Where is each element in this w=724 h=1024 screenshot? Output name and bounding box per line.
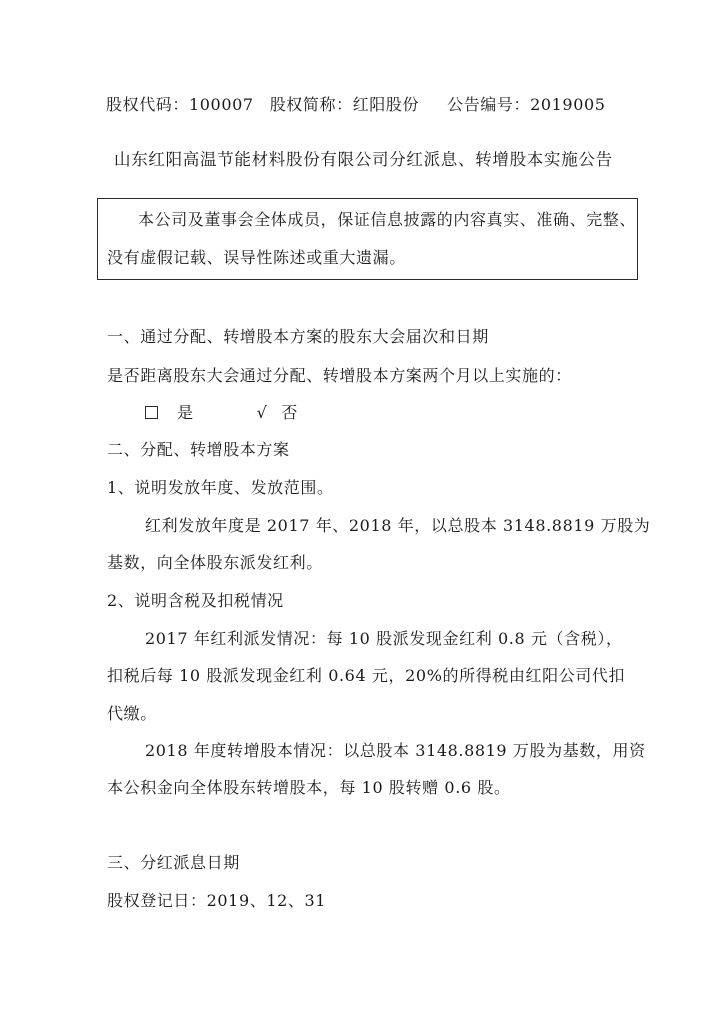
disclaimer-line-1: 本公司及董事会全体成员，保证信息披露的内容真实、准确、完整、 <box>138 210 637 229</box>
section-1-question: 是否距离股东大会通过分配、转增股本方案两个月以上实施的： <box>107 366 572 385</box>
item-1-paragraph-line-1: 红利发放年度是 2017 年、2018 年，以总股本 3148.8819 万股为 <box>145 516 651 535</box>
item-2-paragraph-2-line-1: 2018 年度转增股本情况：以总股本 3148.8819 万股为基数，用资 <box>145 741 646 760</box>
stock-abbreviation: 股权简称：红阳股份 <box>269 95 420 114</box>
notice-number: 公告编号：2019005 <box>447 95 606 114</box>
yes-no-options <box>145 403 298 423</box>
section-1-heading: 一、通过分配、转增股本方案的股东大会届次和日期 <box>107 327 489 346</box>
record-date: 股权登记日：2019、12、31 <box>107 891 327 910</box>
yes-checkbox <box>145 406 158 419</box>
item-1-heading: 1、说明发放年度、发放范围。 <box>107 478 334 497</box>
item-2-paragraph-1-line-2: 扣税后每 10 股派发现金红利 0.64 元，20%的所得税由红阳公司代扣 <box>107 666 626 685</box>
checkmark-icon: √ <box>256 403 268 422</box>
document-title: 山东红阳高温节能材料股份有限公司分红派息、转增股本实施公告 <box>114 150 613 169</box>
section-3-heading: 三、分红派息日期 <box>107 853 240 872</box>
announcement-header <box>106 95 606 115</box>
item-2-paragraph-2-line-2: 本公积金向全体股东转增股本，每 10 股转赠 0.6 股。 <box>107 778 511 797</box>
item-2-paragraph-1-line-1: 2017 年红利派发情况：每 10 股派发现金红利 0.8 元（含税）， <box>145 629 623 648</box>
disclaimer-line-2: 没有虚假记载、误导性陈述或重大遗漏。 <box>107 248 406 267</box>
item-2-paragraph-1-line-3: 代缴。 <box>107 704 157 723</box>
stock-code: 股权代码：100007 <box>106 95 254 114</box>
section-2-heading: 二、分配、转增股本方案 <box>107 440 290 459</box>
no-label: 否 <box>281 403 299 422</box>
item-2-heading: 2、说明含税及扣税情况 <box>107 591 284 610</box>
yes-label: 是 <box>177 403 194 422</box>
item-1-paragraph-line-2: 基数，向全体股东派发红利。 <box>107 553 323 572</box>
